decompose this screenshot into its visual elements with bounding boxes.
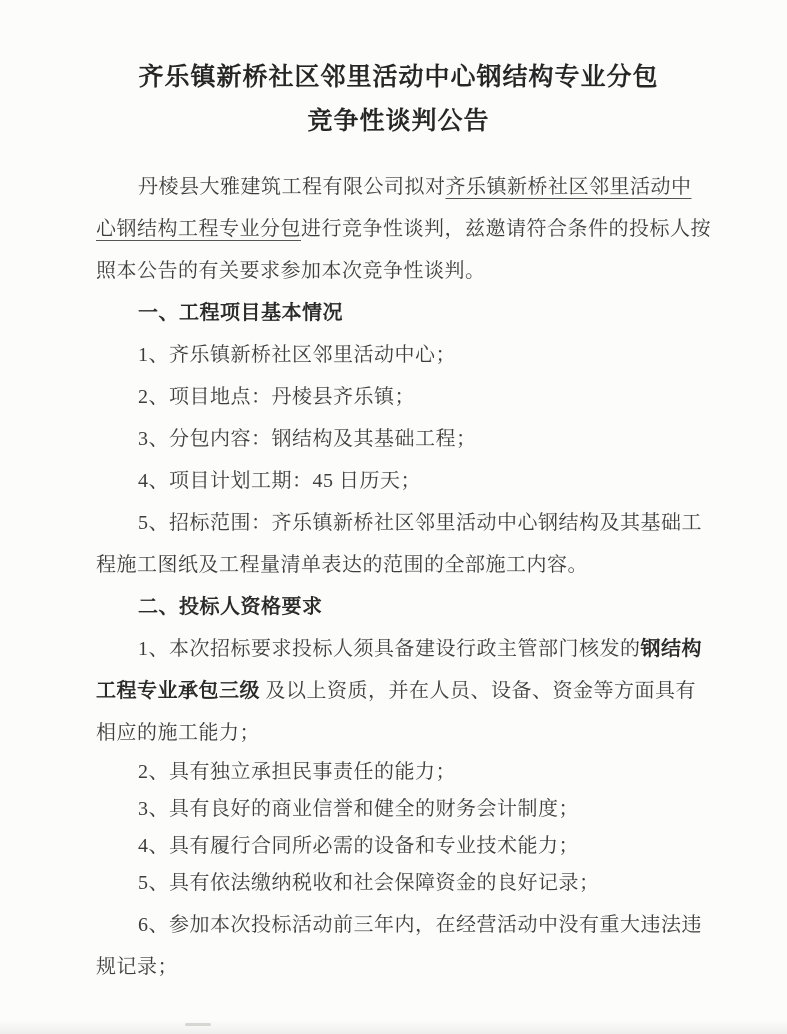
- section-2-item-6-line-2: 规记录；: [96, 956, 178, 978]
- scan-smudge-artifact: [185, 1023, 211, 1026]
- section-1-item-4: 4、项目计划工期：45 日历天；: [138, 470, 421, 492]
- section-2-item-1-line-2-bold-qualification: 工程专业承包三级: [96, 680, 260, 702]
- intro-line-2-underlined-project-name: 心钢结构工程专业分包: [96, 218, 301, 240]
- section-1-item-1: 1、齐乐镇新桥社区邻里活动中心；: [138, 344, 456, 366]
- intro-line-1: [96, 166, 701, 208]
- section-2-item-1-line-1-text: 1、本次招标要求投标人须具备建设行政主管部门核发的: [138, 638, 641, 660]
- section-2-item-5: 5、具有依法缴纳税收和社会保障资金的良好记录；: [138, 872, 600, 894]
- section-project-overview: [96, 292, 701, 586]
- section-2-item-1-line-2-text: 及以上资质，并在人员、设备、资金等方面具有: [260, 680, 696, 702]
- section-2-item-6-line-1: 6、参加本次投标活动前三年内，在经营活动中没有重大违法违: [138, 914, 702, 936]
- intro-line-1-underlined-project-name: 齐乐镇新桥社区邻里活动中: [445, 176, 692, 198]
- intro-line-3: 照本公告的有关要求参加本次竞争性谈判。: [96, 260, 486, 282]
- document-title-line-1: 齐乐镇新桥社区邻里活动中心钢结构专业分包: [138, 64, 659, 91]
- section-2-item-3: 3、具有良好的商业信誉和健全的财务会计制度；: [138, 798, 579, 820]
- intro-line-2: [96, 208, 711, 250]
- section-2-item-1-line-1: [96, 628, 701, 670]
- section-2-item-4: 4、具有履行合同所必需的设备和专业技术能力；: [138, 835, 579, 857]
- intro-paragraph: [96, 166, 711, 292]
- section-2-heading: 二、投标人资格要求: [138, 596, 323, 618]
- section-1-item-2: 2、项目地点：丹棱县齐乐镇；: [138, 386, 415, 408]
- intro-line-2-text: 进行竞争性谈判，兹邀请符合条件的投标人按: [301, 218, 711, 240]
- section-2-item-1-line-3: 相应的施工能力；: [96, 722, 260, 744]
- section-2-item-1-line-1-bold-qualification: 钢结构: [640, 638, 702, 660]
- intro-line-1-text: 丹棱县大雅建筑工程有限公司拟对: [138, 176, 446, 198]
- section-1-item-3: 3、分包内容：钢结构及其基础工程；: [138, 428, 477, 450]
- section-2-item-2: 2、具有独立承担民事责任的能力；: [138, 761, 456, 783]
- section-1-heading: 一、工程项目基本情况: [138, 302, 343, 324]
- section-1-item-5-line-1: 5、招标范围：齐乐镇新桥社区邻里活动中心钢结构及其基础工: [138, 512, 702, 534]
- section-2-item-1-line-2: [96, 670, 701, 712]
- document-title-line-2: 竞争性谈判公告: [307, 108, 490, 135]
- section-1-item-5-line-2: 程施工图纸及工程量清单表达的范围的全部施工内容。: [96, 554, 588, 576]
- section-bidder-qualifications: [96, 586, 701, 988]
